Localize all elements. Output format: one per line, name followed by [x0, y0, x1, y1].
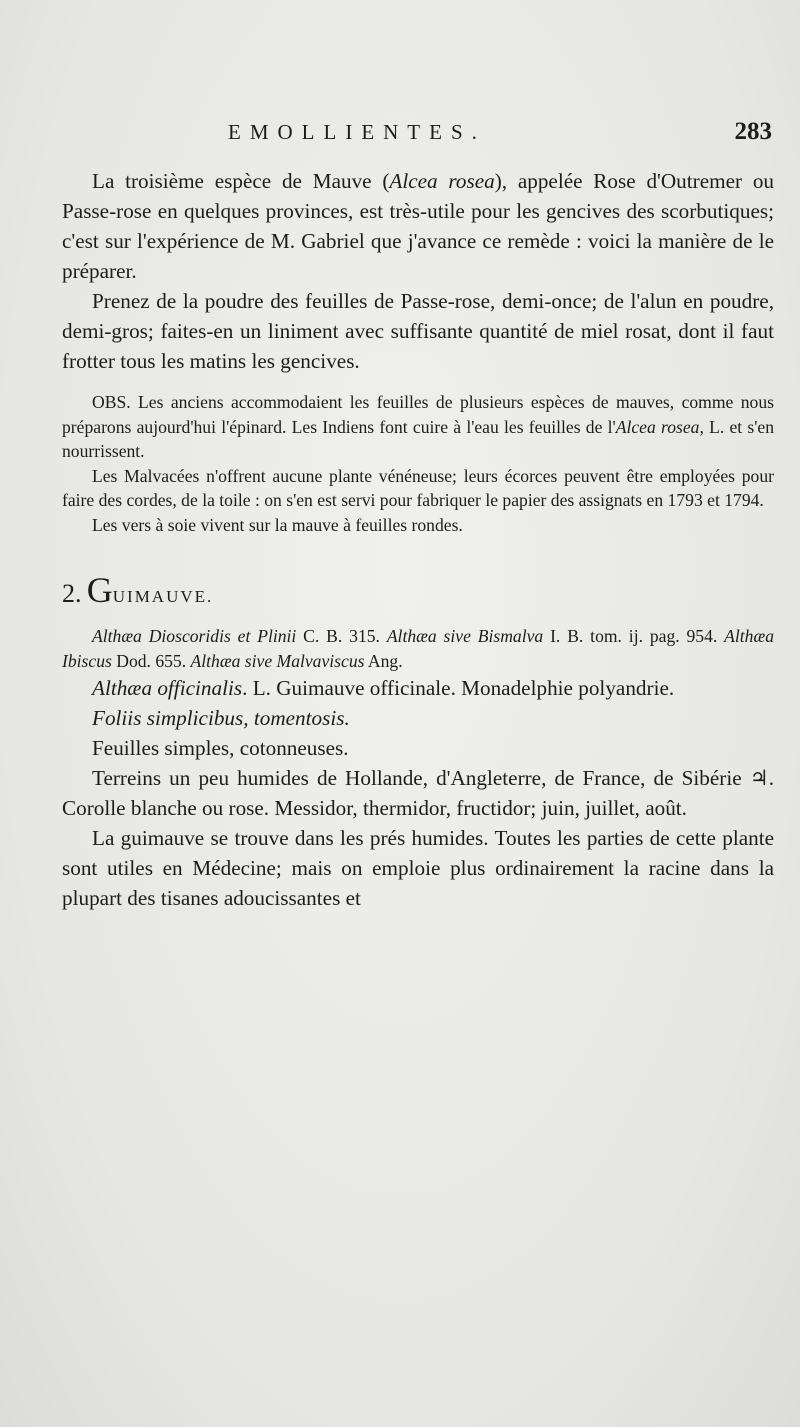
- paragraph-vers-a-soie: [62, 513, 774, 538]
- text-run: La troisième espèce de Mauve (: [92, 169, 390, 193]
- text-run: . L. Guimauve officinale. Monadelphie polyandrie.: [242, 676, 675, 700]
- running-title: EMOLLIENTES.: [228, 120, 486, 144]
- text-run: Ang.: [364, 650, 403, 671]
- text-run: ), appelée Rose d'Outremer ou Passe-rose en quelques provinces, est très-utile pour les gencives des scorbutiques; c'est sur l'expérience de M. Gabriel que j'avance ce remède : voici la manière de le préparer.: [62, 169, 775, 283]
- section-title-rest: UIMAUVE.: [112, 587, 214, 606]
- page-number: 283: [734, 118, 772, 145]
- italic-term: Althæa sive Malvaviscus: [190, 650, 365, 671]
- text-run: , L. et s'en nourrissent.: [62, 416, 775, 461]
- text-run: Feuilles simples, cotonneuses.: [92, 736, 349, 760]
- text-run: C. B. 315.: [296, 626, 387, 646]
- text-run: La guimauve se trouve dans les prés humides. Toutes les parties de cette plante sont utiles en Médecine; mais on emploie plus ordinairement la racine dans la plupart des tisanes adoucissantes et: [62, 826, 774, 910]
- text-run: Dod. 655.: [111, 650, 191, 671]
- paragraph-habitat: [62, 763, 774, 823]
- paragraph-malvacees: [62, 464, 774, 513]
- text-run: I. B. tom. ij. pag. 954.: [543, 626, 725, 646]
- italic-term: Althæa Ibiscus: [62, 626, 774, 671]
- italic-term: Althæa sive Bismalva: [386, 626, 544, 646]
- italic-term: Althæa Dioscoridis et Plinii: [92, 626, 297, 646]
- section-heading-guimauve: [62, 569, 774, 618]
- paragraph-linnaean-name: [62, 673, 774, 703]
- italic-term: Alcea rosea: [615, 416, 700, 437]
- italic-term: Alcea rosea: [389, 169, 495, 193]
- paragraph-recipe: [62, 286, 774, 376]
- section-number: 2.: [62, 579, 82, 608]
- paragraph-synonyms: [62, 624, 774, 673]
- italic-term: Althæa officinalis: [92, 676, 243, 700]
- section-initial: G: [86, 570, 113, 610]
- text-run: Les vers à soie vivent sur la mauve à feuilles rondes.: [92, 514, 463, 535]
- italic-term: Foliis simplicibus, tomentosis.: [92, 706, 350, 730]
- text-run: Terreins un peu humides de Hollande, d'Angleterre, de France, de Sibérie ♃. Corolle blanche ou rose. Messidor, thermidor, fructidor; juin, juillet, août.: [62, 766, 774, 820]
- body-text: [62, 166, 774, 913]
- paragraph-uses: [62, 823, 774, 913]
- paragraph-latin-description: [62, 703, 774, 733]
- text-run: Prenez de la poudre des feuilles de Passe-rose, demi-once; de l'alun en poudre, demi-gros; faites-en un liniment avec suffisante quantité de miel rosat, dont il faut frotter tous les matins les gencives.: [62, 289, 774, 373]
- paragraph-french-description: [62, 733, 774, 763]
- paragraph-alcea-rosea: [62, 166, 774, 286]
- page-header: [60, 118, 772, 158]
- text-run: OBS. Les anciens accommodaient les feuilles de plusieurs espèces de mauves, comme nous préparons aujourd'hui l'épinard. Les Indiens font cuire à l'eau les feuilles de l': [62, 392, 774, 437]
- paragraph-observation: [62, 390, 774, 464]
- text-run: Les Malvacées n'offrent aucune plante vénéneuse; leurs écorces peuvent être employées pour faire des cordes, de la toile : on s'en est servi pour fabriquer le papier des assignats en 1793 et 1794.: [62, 465, 774, 510]
